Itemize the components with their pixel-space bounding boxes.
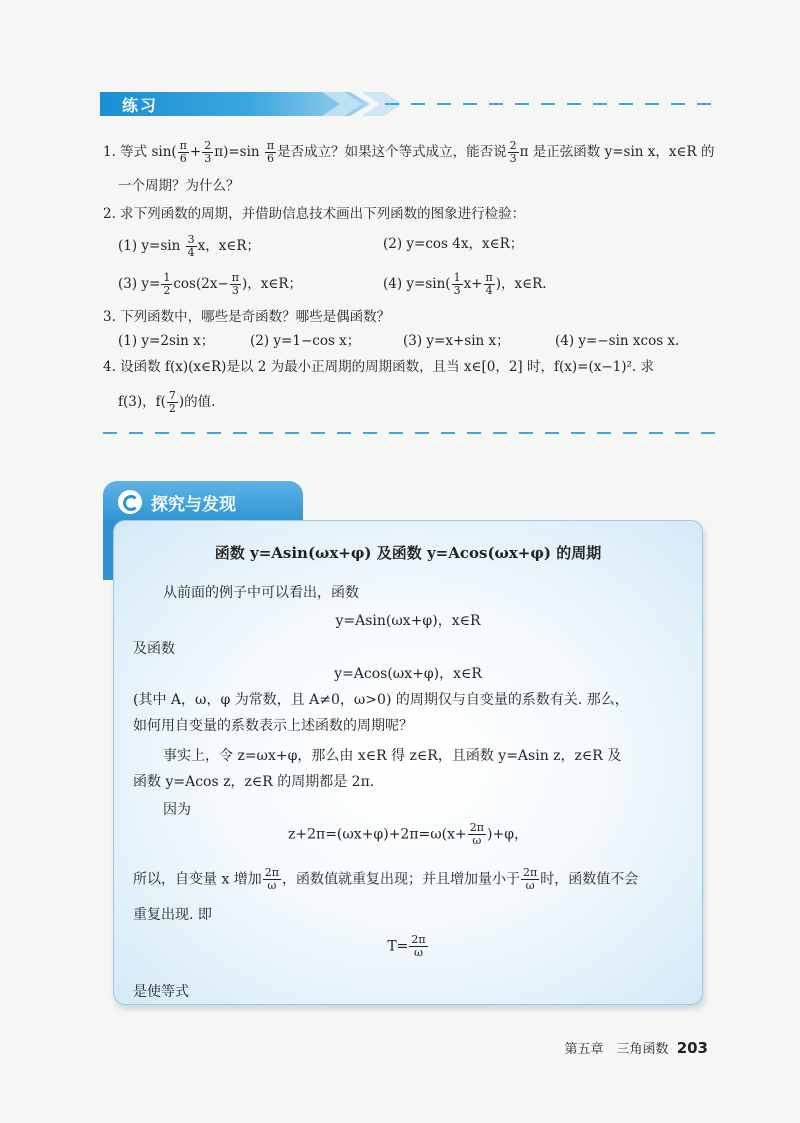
question-3-stem: 3. 下列函数中，哪些是奇函数？哪些是偶函数？ — [103, 309, 391, 325]
explore-paragraph: 如何用自变量的系数表示上述函数的周期呢？ — [133, 718, 413, 734]
explore-paragraph: (其中 A，ω，φ 为常数，且 A≠0，ω>0) 的周期仅与自变量的系数有关. 那么， — [133, 692, 629, 708]
explore-tab-title: 探究与发现 — [151, 495, 236, 515]
question-4-line-1: 4. 设函数 f(x)(x∈R)是以 2 为最小正周期的周期函数，且当 x∈[0，2] 时，f(x)=(x−1)². 求 — [103, 359, 654, 375]
question-3-part-2: (2) y=1−cos x； — [250, 333, 361, 349]
explore-paragraph: 所以，自变量 x 增加 $\frac{2\pi}{\omega}$ ，函数值就重复出现；并且增加量小于 $\frac{2\pi}{\omega}$ 时，函数值不会 — [133, 866, 639, 892]
question-2-part-4: (4) y=sin( $\frac{1}{3}$ x+ $\frac{\pi}{4}$ )，x∈R. — [383, 271, 547, 297]
explore-equation: z+2π=(ωx+φ)+2π=ω(x+ $\frac{2\pi}{\omega}$ )+φ， — [287, 821, 529, 847]
explore-equation: y=Acos(ωx+φ)，x∈R — [334, 666, 482, 682]
question-3-part-3: (3) y=x+sin x； — [403, 333, 510, 349]
explore-icon — [118, 490, 142, 514]
chapter-label: 第五章 三角函数 — [564, 1042, 669, 1057]
explore-paragraph: 及函数 — [133, 641, 175, 657]
question-2-stem: 2. 求下列函数的周期，并借助信息技术画出下列函数的图象进行检验： — [103, 206, 526, 222]
exercise-title: 练习 — [122, 96, 159, 115]
explore-heading: 函数 y=Asin(ωx+φ) 及函数 y=Acos(ωx+φ) 的周期 — [214, 544, 602, 562]
page-number: 203 — [676, 1039, 708, 1057]
explore-paragraph: 从前面的例子中可以看出，函数 — [163, 585, 359, 601]
explore-equation: T= $\frac{2\pi}{\omega}$ — [387, 933, 426, 959]
dashed-divider — [385, 103, 715, 105]
question-2-part-1: (1) y=sin $\frac{3}{4}$ x，x∈R； — [118, 233, 260, 259]
explore-paragraph: 是使等式 — [133, 984, 189, 1000]
explore-paragraph: 重复出现. 即 — [133, 907, 212, 923]
explore-equation: y=Asin(ωx+φ)，x∈R — [335, 613, 481, 629]
question-4-line-2: f(3)，f( $\frac{7}{2}$ )的值. — [118, 389, 216, 415]
question-2-part-3: (3) y= $\frac{1}{2}$ cos(2x− $\frac{\pi}{3}$ )，x∈R； — [118, 271, 303, 297]
page-footer — [565, 1038, 708, 1057]
question-2-part-2: (2) y=cos 4x，x∈R； — [383, 236, 524, 252]
explore-paragraph: 因为 — [163, 802, 191, 818]
question-3-part-4: (4) y=−sin xcos x. — [555, 333, 680, 349]
dashed-divider — [103, 432, 715, 434]
question-3-part-1: (1) y=2sin x； — [118, 333, 215, 349]
explore-tab — [103, 481, 303, 523]
question-1-line-2: 一个周期？为什么？ — [118, 178, 240, 194]
explore-paragraph: 函数 y=Acos z，z∈R 的周期都是 2π. — [133, 774, 375, 790]
question-1-line-1: 1. 等式 sin( $\frac{\pi}{6}$ + $\frac{2}{3}$ π)=sin $\frac{\pi}{6}$ 是否成立？如果这个等式成立，能否说 $\frac{2}{3}$ π 是正弦函数 y=sin x，x∈R 的 — [103, 139, 715, 165]
explore-paragraph: 事实上，令 z=ωx+φ，那么由 x∈R 得 z∈R，且函数 y=Asin z，z∈R 及 — [163, 748, 622, 764]
